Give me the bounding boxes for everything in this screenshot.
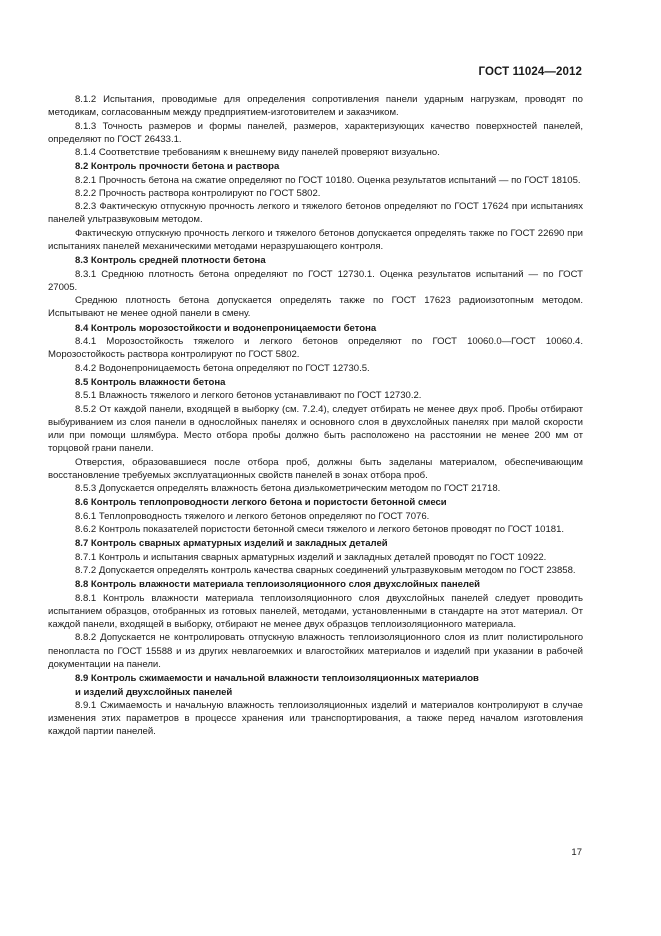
paragraph: Фактическую отпускную прочность легкого и тяжелого бетонов допускается определять также по ГОСТ 22690 при испытаниях панелей механическими методами неразрушающего контроля.	[48, 227, 583, 252]
paragraph: 8.8.1 Контроль влажности материала теплоизоляционного слоя двухслойных панелей следует проводить испытанием образцов, отобранных из готовых панелей, методами, установленными в стандарте на этот материал. От каждой панели, входящей в выборку, отбирают не менее двух образцов теплоизоляционного материала.	[48, 592, 583, 631]
paragraph: 8.1.2 Испытания, проводимые для определения сопротивления панели ударным нагрузкам, проводят по методикам, согласованным между предприятием-изготовителем и заказчиком.	[48, 94, 583, 119]
section-heading: 8.7 Контроль сварных арматурных изделий и закладных деталей	[75, 538, 388, 550]
paragraph: 8.5.3 Допускается определять влажность бетона диэлькометрическим методом по ГОСТ 21718.	[75, 483, 501, 494]
paragraph: 8.2.1 Прочность бетона на сжатие определяют по ГОСТ 10180. Оценка результатов испытаний — по ГОСТ 18105.	[75, 174, 581, 186]
section-heading: 8.3 Контроль средней плотности бетона	[75, 255, 266, 267]
paragraph: 8.2.3 Фактическую отпускную прочность легкого и тяжелого бетонов определяют по ГОСТ 17624 при испытаниях панелей ультразвуковым методом.	[48, 201, 583, 226]
document-header: ГОСТ 11024—2012	[478, 66, 582, 78]
paragraph: 8.7.2 Допускается определять контроль качества сварных соединений ультразвуковым методом по ГОСТ 23858.	[75, 564, 576, 576]
paragraph: 8.5.1 Влажность тяжелого и легкого бетонов устанавливают по ГОСТ 12730.2.	[75, 390, 422, 402]
paragraph: Среднюю плотность бетона допускается определять также по ГОСТ 17623 радиоизотопным методом. Испытывают не менее одной панели в смену.	[48, 295, 583, 320]
paragraph: 8.7.1 Контроль и испытания сварных арматурных изделий и закладных деталей проводят по ГОСТ 10922.	[75, 551, 547, 563]
paragraph: 8.4.1 Морозостойкость тяжелого и легкого бетонов определяют по ГОСТ 10060.0—ГОСТ 10060.4. Морозостойкость раствора контролируют по ГОСТ 5802.	[48, 336, 583, 361]
paragraph: 8.6.1 Теплопроводность тяжелого и легкого бетонов определяют по ГОСТ 7076.	[75, 510, 430, 522]
paragraph: 8.4.2 Водонепроницаемость бетона определяют по ГОСТ 12730.5.	[75, 362, 370, 374]
document-body	[48, 93, 583, 739]
section-heading: 8.2 Контроль прочности бетона и раствора	[75, 161, 280, 173]
section-heading: 8.8 Контроль влажности материала теплоизоляционного слоя двухслойных панелей	[75, 579, 481, 591]
section-heading: 8.5 Контроль влажности бетона	[75, 377, 226, 388]
paragraph: 8.6.2 Контроль показателей пористости бетонной смеси тяжелого и легкого бетонов проводят по ГОСТ 10181.	[75, 523, 565, 535]
paragraph: 8.2.2 Прочность раствора контролируют по ГОСТ 5802.	[75, 187, 321, 199]
page-number: 17	[571, 847, 582, 858]
paragraph: 8.3.1 Среднюю плотность бетона определяют по ГОСТ 12730.1. Оценка результатов испытаний — по ГОСТ 27005.	[48, 268, 583, 293]
paragraph: 8.8.2 Допускается не контролировать отпускную влажность теплоизоляционного слоя из плит полистирольного пенопласта по ГОСТ 15588 и из других невлагоемких и влагостойких материалов и изделий при указании в рабочей документации на панели.	[48, 632, 583, 670]
section-heading: 8.4 Контроль морозостойкости и водонепроницаемости бетона	[75, 322, 377, 334]
paragraph: 8.9.1 Сжимаемость и начальную влажность теплоизоляционных изделий и материалов контролируют в случае изменения этих параметров в процессе хранения или транспортирования, а также перед началом изготовления каждой партии панелей.	[48, 699, 583, 738]
section-heading: и изделий двухслойных панелей	[75, 686, 233, 698]
paragraph: 8.1.3 Точность размеров и формы панелей, размеров, характеризующих качество поверхностей панелей, определяют по ГОСТ 26433.1.	[48, 120, 583, 145]
paragraph: Отверстия, образовавшиеся после отбора проб, должны быть заделаны материалом, обеспечивающим восстановление требуемых эксплуатационных свойств панелей в зонах отбора проб.	[48, 456, 583, 481]
section-heading: 8.6 Контроль теплопроводности легкого бетона и пористости бетонной смеси	[75, 497, 447, 509]
section-heading: 8.9 Контроль сжимаемости и начальной влажности теплоизоляционных материалов	[75, 673, 479, 685]
paragraph: 8.5.2 От каждой панели, входящей в выборку (см. 7.2.4), следует отбирать не менее двух проб. Пробы отбирают выбуриванием из слоя панели в однослойных панелях и основного слоя в двухслойных панелях при малой скорости или при помощи шлямбура. Место отбора пробы должно быть расположено на расстоянии не менее 200 мм от торцовой грани панели.	[48, 403, 583, 455]
paragraph: 8.1.4 Соответствие требованиям к внешнему виду панелей проверяют визуально.	[75, 147, 440, 158]
